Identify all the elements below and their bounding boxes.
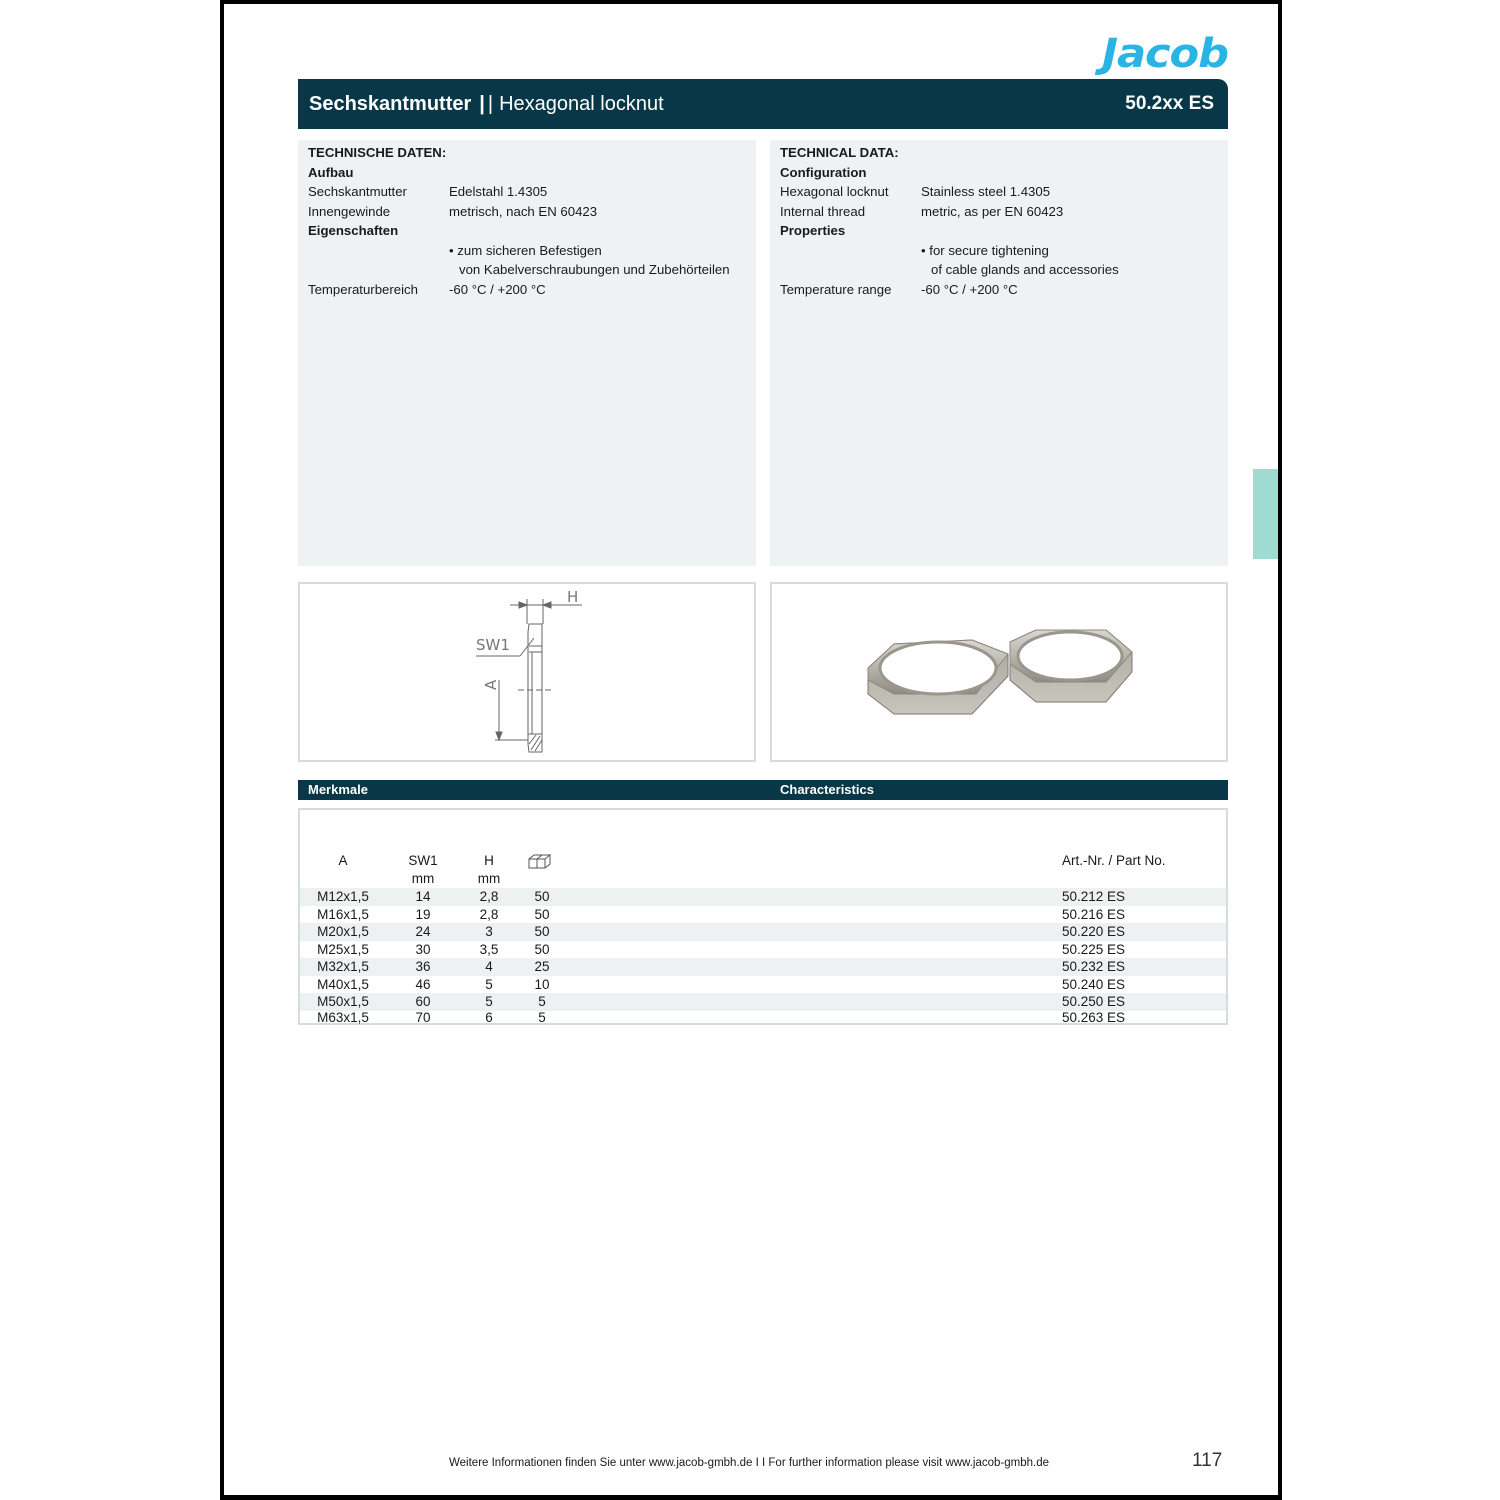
section-properties: Properties [780, 223, 846, 238]
footer-info: Weitere Informationen finden Sie unter www.jacob-gmbh.de I I For further information please visit www.jacob-gmbh.de [449, 1457, 1049, 1469]
column-header-sw1: SW1 [408, 853, 438, 868]
table-row: M16x1,5 19 2,8 50 50.216 ES [317, 906, 1126, 922]
property-bullet-cont [780, 260, 1218, 280]
tech-label: Innengewinde [308, 203, 391, 219]
column-header-h: H [484, 853, 494, 868]
column-header-a: A [338, 853, 348, 868]
tech-value: -60 °C / +200 °C [449, 281, 546, 297]
part-code: 50.2xx ES [1125, 93, 1214, 114]
bullet-text: • for secure tightening [921, 242, 1049, 258]
property-bullet [308, 241, 746, 261]
packaging-units-icon [528, 854, 554, 872]
tech-heading: TECHNISCHE DATEN: [308, 145, 447, 160]
characteristics-bar [298, 780, 1228, 800]
tech-label: Internal thread [780, 203, 866, 219]
tech-row [780, 182, 1218, 202]
tech-value: Edelstahl 1.4305 [449, 184, 548, 199]
dimension-label-a: A [482, 679, 500, 690]
tech-label: Hexagonal locknut [780, 184, 889, 199]
column-header-part-no: Art.-Nr. / Part No. [1062, 853, 1166, 868]
section-construction: Aufbau [308, 164, 354, 180]
product-title [309, 93, 664, 116]
title-separator-thin: | [487, 92, 494, 115]
table-row: M63x1,5 70 6 5 50.263 ES [317, 1010, 1126, 1025]
title-english: Hexagonal locknut [499, 92, 664, 115]
characteristics-label-english: Characteristics [780, 782, 874, 797]
table-row: M32x1,5 36 4 25 50.232 ES [300, 958, 1226, 976]
product-photo-box [770, 582, 1228, 762]
tech-label: Temperature range [780, 281, 892, 297]
tech-row [780, 202, 1218, 222]
table-row: M12x1,5 14 2,8 50 50.212 ES [300, 888, 1226, 906]
property-bullet-cont [308, 260, 746, 280]
column-unit-h: mm [477, 871, 501, 886]
section-construction: Configuration [780, 164, 867, 180]
dimension-label-sw1: SW1 [476, 636, 510, 654]
tech-heading: TECHNICAL DATA: [780, 145, 899, 160]
bullet-text-continued: von Kabelverschraubungen und Zubehörteilen [459, 262, 730, 277]
locknut-cross-section-drawing [300, 584, 754, 760]
tech-row-temperature [308, 280, 746, 300]
table-row: M20x1,5 24 3 50 50.220 ES [300, 923, 1226, 941]
tech-value: Stainless steel 1.4305 [921, 184, 1051, 199]
tech-value: metrisch, nach EN 60423 [449, 203, 598, 219]
title-german: Sechskantmutter [309, 92, 472, 115]
tech-row [308, 182, 746, 202]
hexagonal-locknut-photo [772, 584, 1226, 760]
product-table [298, 808, 1228, 1025]
table-row: M40x1,5 46 5 10 50.240 ES [317, 976, 1126, 992]
tech-label: Sechskantmutter [308, 184, 407, 199]
chapter-side-tab [1253, 469, 1278, 559]
jacob-logo: Jacob [1101, 31, 1228, 77]
table-row: M50x1,5 60 5 5 50.250 ES [300, 993, 1226, 1011]
bullet-text: • zum sicheren Befestigen [449, 242, 602, 258]
table-row: M25x1,5 30 3,5 50 50.225 ES [317, 941, 1126, 957]
technical-drawing-box [298, 582, 756, 762]
locknut-left [868, 640, 1008, 714]
tech-row [308, 202, 746, 222]
technical-data-german [298, 140, 756, 566]
technical-data-english [770, 140, 1228, 566]
characteristics-label-german: Merkmale [308, 782, 368, 797]
property-bullet [780, 241, 1218, 261]
section-properties: Eigenschaften [308, 223, 399, 238]
dimension-label-h: H [567, 588, 579, 606]
column-unit-sw1: mm [411, 871, 435, 886]
page-number: 117 [1192, 1450, 1223, 1471]
tech-row-temperature [780, 280, 1218, 300]
tech-value: -60 °C / +200 °C [921, 281, 1018, 297]
title-bar [298, 79, 1228, 129]
locknut-right [1010, 630, 1132, 702]
title-separator: | [479, 92, 485, 115]
bullet-text-continued: of cable glands and accessories [931, 262, 1119, 277]
tech-value: metric, as per EN 60423 [921, 203, 1064, 219]
tech-label: Temperaturbereich [308, 281, 418, 297]
